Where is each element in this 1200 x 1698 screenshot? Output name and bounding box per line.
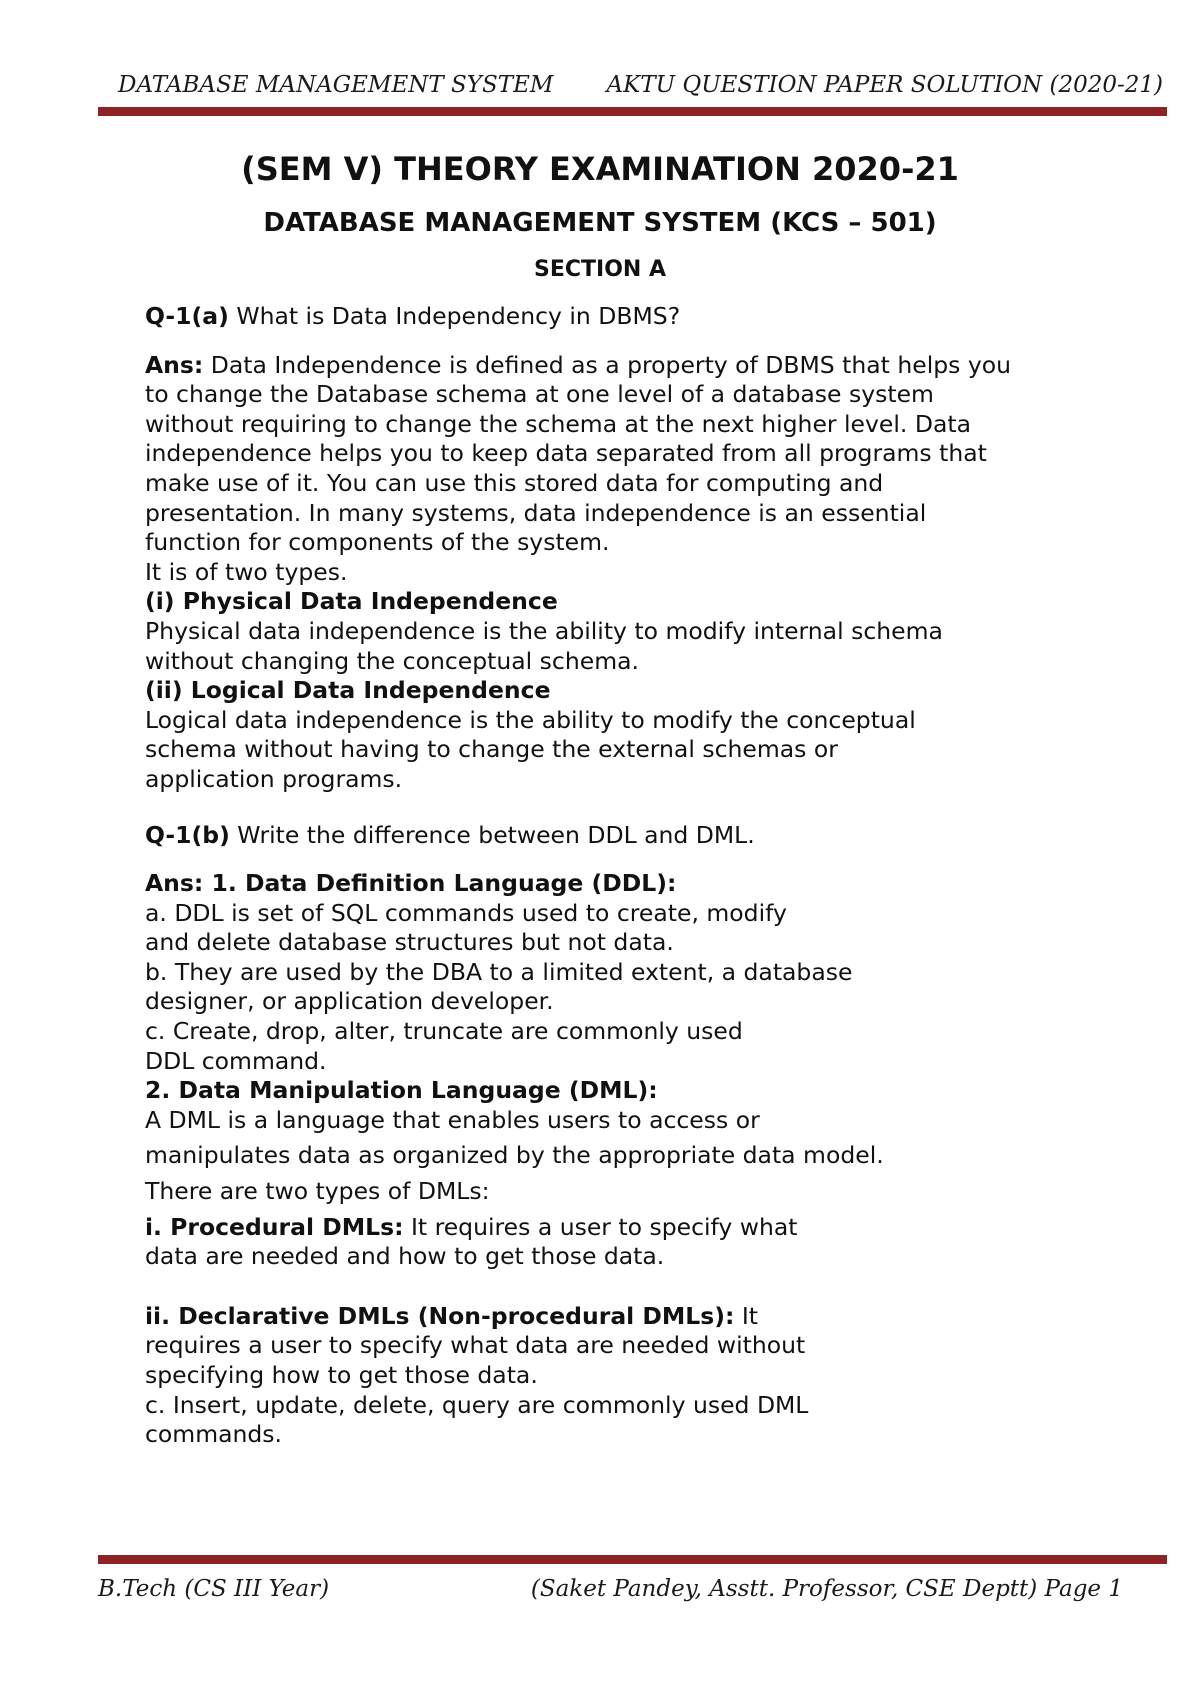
answer-line: a. DDL is set of SQL commands used to create, modify: [145, 898, 787, 927]
answer-line: There are two types of DMLs:: [145, 1177, 490, 1206]
answer-line: presentation. In many systems, data independence is an essential: [145, 498, 927, 527]
procedural-dml-line: i. Procedural DMLs: It requires a user to specify what: [145, 1212, 798, 1241]
footer-left: B.Tech (CS III Year): [98, 1576, 330, 1602]
answer-line: designer, or application developer.: [145, 987, 554, 1016]
answer-line: c. Create, drop, alter, truncate are commonly used: [145, 1017, 743, 1046]
exam-title: (SEM V) THEORY EXAMINATION 2020-21: [241, 150, 959, 188]
header-rule: [98, 107, 1167, 116]
footer-right: (Saket Pandey, Asstt. Professor, CSE Deptt) Page 1: [530, 1576, 1123, 1602]
answer-line: specifying how to get those data.: [145, 1361, 538, 1389]
question-label: Q-1(a): [145, 302, 229, 330]
answer-line: without changing the conceptual schema.: [145, 646, 639, 675]
declarative-dml-label: ii. Declarative DMLs (Non-procedural DMLs):: [145, 1301, 735, 1330]
answer-line: application programs.: [145, 764, 403, 793]
answer-line: data are needed and how to get those data.: [145, 1242, 665, 1271]
answer-line: DDL command.: [145, 1046, 327, 1075]
dml-heading: 2. Data Manipulation Language (DML):: [145, 1076, 658, 1105]
ddl-heading: Ans: 1. Data Definition Language (DDL):: [145, 869, 677, 898]
question-1a: [145, 302, 1145, 332]
document-body: [145, 302, 1145, 1450]
answer-line: and delete database structures but not data.: [145, 928, 674, 957]
answer-line: A DML is a language that enables users to access or: [145, 1105, 760, 1134]
section-title: SECTION A: [533, 257, 666, 282]
answer-line: [145, 351, 1145, 381]
answer-line: to change the Database schema at one level of a database system: [145, 380, 934, 409]
header-left: DATABASE MANAGEMENT SYSTEM: [118, 72, 554, 98]
answer-label: Ans:: [145, 350, 204, 379]
question-text: What is Data Independency in DBMS?: [228, 302, 681, 330]
header-right: AKTU QUESTION PAPER SOLUTION (2020-21): [606, 72, 1163, 98]
answer-line: schema without having to change the external schemas or: [145, 735, 838, 764]
answer-line: c. Insert, update, delete, query are commonly used DML: [145, 1390, 809, 1419]
answer-line: independence helps you to keep data separated from all programs that: [145, 439, 987, 468]
answer-line: Physical data independence is the ability to modify internal schema: [145, 616, 943, 645]
physical-independence-heading: (i) Physical Data Independence: [145, 587, 558, 616]
answer-text: Data Independence is defined as a property of DBMS that helps you: [203, 350, 1012, 379]
answer-line: function for components of the system.: [145, 528, 610, 557]
answer-line: without requiring to change the schema at the next higher level. Data: [145, 409, 971, 438]
declarative-dml-line: ii. Declarative DMLs (Non-procedural DMLs): It: [145, 1301, 759, 1330]
question-text: Write the difference between DDL and DML.: [229, 820, 755, 849]
answer-line: Logical data independence is the ability to modify the conceptual: [145, 705, 916, 734]
footer-rule: [98, 1555, 1167, 1564]
answer-line: commands.: [145, 1420, 283, 1449]
answer-line: b. They are used by the DBA to a limited extent, a database: [145, 957, 853, 986]
answer-line: manipulates data as organized by the appropriate data model.: [145, 1141, 884, 1170]
answer-line: It is of two types.: [145, 557, 348, 586]
question-1b: [145, 821, 1145, 851]
procedural-dml-label: i. Procedural DMLs:: [145, 1212, 404, 1241]
answer-line: requires a user to specify what data are needed without: [145, 1331, 806, 1360]
answer-line: make use of it. You can use this stored data for computing and: [145, 468, 884, 497]
logical-independence-heading: (ii) Logical Data Independence: [145, 676, 551, 705]
question-label: Q-1(b): [145, 820, 230, 849]
subject-title: DATABASE MANAGEMENT SYSTEM (KCS – 501): [263, 208, 937, 238]
